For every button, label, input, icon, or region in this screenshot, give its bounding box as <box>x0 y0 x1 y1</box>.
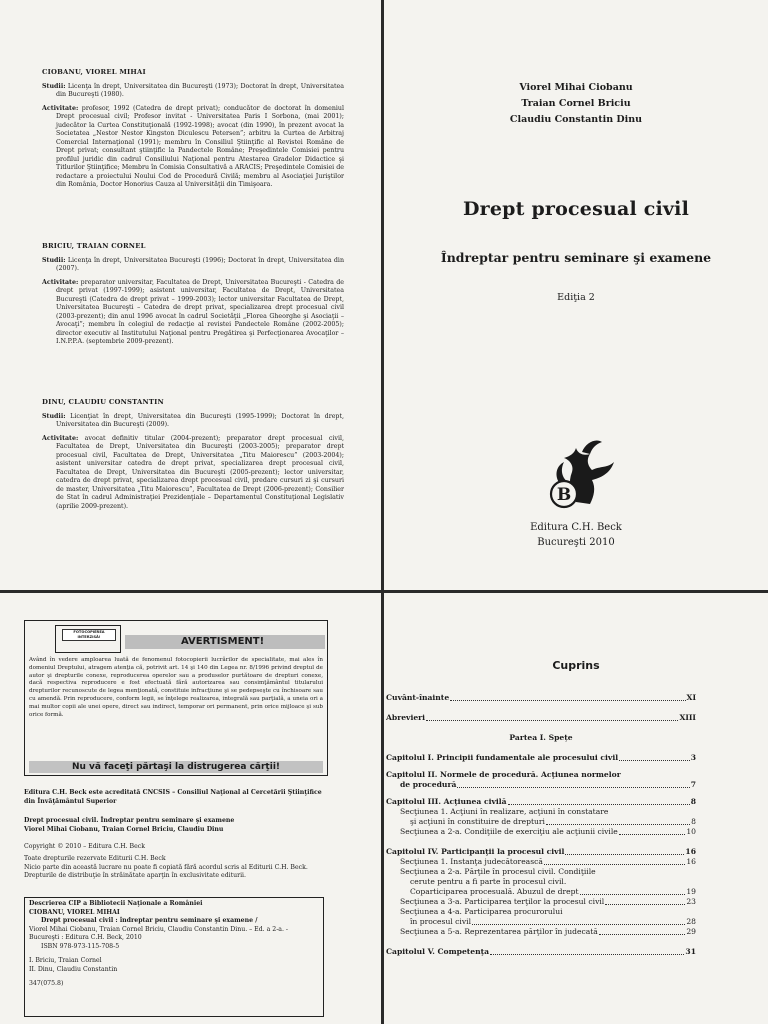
toc-entry[interactable]: Capitolul V. Competenţa 31 <box>386 947 696 956</box>
toc-entry[interactable]: Secţiunea a 2-a. Condiţiile de exerciţiu ale acţiunii civile 10 <box>400 827 696 836</box>
warning-footer: Nu vă faceţi părtaşi la distrugerea cărţii! <box>29 761 323 773</box>
cip-udc: 347(075.8) <box>29 980 64 987</box>
toc-entry[interactable]: Capitolul III. Acţiunea civilă 8 <box>386 797 696 806</box>
warning-box <box>24 620 328 776</box>
toc-entry[interactable]: Cuvânt-înainte XI <box>386 693 696 702</box>
cip-index-i: I. Briciu, Traian Cornel <box>29 957 102 964</box>
bio-name: CIOBANU, VIOREL MIHAI <box>42 68 146 76</box>
publisher-logo-icon <box>530 432 620 514</box>
bio-name: BRICIU, TRAIAN CORNEL <box>42 242 146 250</box>
warning-title: AVERTISMENT! <box>125 635 325 649</box>
toc-entry[interactable]: Secţiunea a 2-a. Părţile în procesul civil. Condiţiile cerute pentru a fi parte în procesul civil. Coparticiparea procesuală. Abuzul de drept 19 <box>400 867 696 896</box>
bio-activitate: Activitate: avocat definitiv titular (2004-prezent); preparator drept procesual civil, Facultatea de Drept, Universitatea din Bucureşti (2003-2005); preparator drept procesual civil, Facultatea de Drept, Universitatea „Titu Maiorescu” (2003-2004); asistent universitar catedra de drept privat, specializarea drept procesual civil, Facultatea de Drept, Universitatea din Bucureşti (2005-prezent); lector universitar, catedra de drept privat, specializarea drept procesual civil, predare cursuri zi şi cursuri de master, Universitatea „Titu Maiorescu”, Facultatea de Drept (2006-prezent); Consilier de Stat în cadrul Administraţiei Prezidenţiale – Departamentul Constituţional Legislativ (aprilie 2009-prezent). <box>42 434 344 510</box>
toc-entry[interactable]: Secţiunea a 4-a. Participarea procurorului în procesul civil 28 <box>400 907 696 926</box>
book-subtitle: Îndreptar pentru seminare şi examene <box>440 250 712 265</box>
bio-studii: Studii: Licenţiat în drept, Universitatea din Bucureşti (1995-1999); Doctorat în drept, Universitatea din Bucureşti (2009). <box>42 412 344 428</box>
book-edition: Ediţia 2 <box>557 292 595 303</box>
cip-isbn: ISBN 978-973-115-708-5 <box>41 942 120 950</box>
page-title <box>384 0 768 590</box>
accreditation: Editura C.H. Beck este acreditată CNCSIS – Consiliul Naţional al Cercetării Ştiinţifice din Învăţământul Superior <box>24 789 322 805</box>
page-copyright <box>0 593 381 1024</box>
publisher-city-year: Bucureşti 2010 <box>537 537 615 548</box>
toc-part-heading: Partea I. Spețe <box>509 733 573 742</box>
cip-author: CIOBANU, VIOREL MIHAI <box>29 908 120 916</box>
bio-ciobanu <box>42 68 344 195</box>
author-name: Traian Cornel Briciu <box>521 98 631 109</box>
book-title: Drept procesual civil <box>463 198 689 220</box>
toc-entry[interactable]: Secţiunea 1. Acţiuni în realizare, acţiuni în constatare şi acţiuni în constituire de drepturi 8 <box>400 807 696 826</box>
cip-line: Viorel Mihai Ciobanu, Traian Cornel Briciu, Claudiu Constantin Dinu. – Ed. a 2-a. - Bucureşti : Editura C.H. Beck, 2010 <box>29 925 288 941</box>
page-author-bios <box>0 0 381 590</box>
cip-book: Drept procesual civil : îndreptar pentru seminare şi examene / <box>41 917 258 924</box>
page-contents <box>384 593 768 1024</box>
toc-title: Cuprins <box>552 659 600 672</box>
logo-letter: B <box>556 485 572 505</box>
bio-briciu <box>42 242 344 352</box>
cip-title: Descrierea CIP a Bibliotecii Naţionale a României <box>29 900 203 907</box>
toc-entry[interactable]: Abrevieri XIII <box>386 713 696 722</box>
toc-entry[interactable]: Capitolul II. Normele de procedură. Acţiunea normelor de procedură 7 <box>386 770 696 789</box>
authors-block <box>384 80 768 128</box>
bio-activitate: Activitate: profesor, 1992 (Catedra de drept privat); conducător de doctorat în domeniul Drept procesual civil; Profesor invitat - Universitatea Paris I Sorbona, (mai 2001); judecător la Curtea Constituţională (1992-1998); avocat (din 1990), în prezent avocat la Societatea „Nestor Nestor Kingston Diculescu Petersen”; arbitru la Curtea de Arbitraj Comercial Internaţional (1991); membru în Consiliul Ştiinţific al Revistei Române de Drept privat; consultant ştiinţific la Pandectele Române; Preşedintele Comisiei pentru profilul juridic din cadrul Consiliului Naţional pentru Atestarea Gradelor Didactice şi Titlurilor Ştiinţifice; Membru în Comisia Consultativă a ARACIS; Preşedintele Comisiei de redactare a proiectului Noului Cod de Procedură Civilă; membru al Asociaţiei Juriştilor din România, Doctor Honorius Cauza al Universităţii din Timişoara. <box>42 104 344 188</box>
toc-entry[interactable]: Secţiunea a 3-a. Participarea terţilor la procesul civil 23 <box>400 897 696 906</box>
rights-block: Toate drepturile rezervate Editurii C.H. Beck Nicio parte din această lucrare nu poate fi copiată fără acordul scris al Editurii C.H. Beck. Drepturile de distribuţie în străinătate aparţin în exclusivitate editurii. <box>24 855 308 879</box>
author-name: Claudiu Constantin Dinu <box>509 114 643 125</box>
publisher-name: Editura C.H. Beck <box>530 522 622 533</box>
publisher-block <box>384 520 768 550</box>
author-name: Viorel Mihai Ciobanu <box>519 82 633 93</box>
bio-dinu <box>42 398 344 516</box>
copyright-line: Copyright © 2010 – Editura C.H. Beck <box>24 843 145 850</box>
bio-studii: Studii: Licenţa în drept, Universitatea Bucureşti (1996); Doctorat în drept, Universitatea din (2007). <box>42 256 344 272</box>
toc-entry[interactable]: Capitolul IV. Participanţii la procesul civil 16 <box>386 847 696 856</box>
toc-entry[interactable]: Secţiunea 1. Instanţa judecătorească 16 <box>400 857 696 866</box>
toc-entry[interactable]: Capitolul I. Principii fundamentale ale procesului civil 3 <box>386 753 696 762</box>
photocopy-stamp <box>55 625 121 653</box>
cip-box <box>24 897 324 1017</box>
book-credits: Drept procesual civil. Îndreptar pentru seminare şi examene Viorel Mihai Ciobanu, Traian Cornel Briciu, Claudiu Dinu <box>24 817 235 833</box>
toc-entry[interactable]: Secţiunea a 5-a. Reprezentarea părţilor în judecată 29 <box>400 927 696 936</box>
warning-text: Având în vedere amploarea luată de fenomenul fotocopierii lucrărilor de specialitate, mai ales în domeniul Dreptului, atragem atenţia că, potrivit art. 14 şi 140 din Legea nr. 8/1996 privind dreptul de autor şi drepturile conexe, reproducerea operelor sau a produselor purtătoare de drepturi conexe, dacă respectiva reproducere e fost efectuată fără autorizarea sau consimţământul titularului drepturilor recunoscute de legea menţionată, constituie infracţiune şi se pedepseşte cu închisoare sau cu amendă. Prin reproducere, conform legii, se înţelege realizarea, integrală sau parţială, a uneia ori a mai multor copii ale unei opere, direct sau indirect, temporar ori permanent, prin orice mijloace şi sub orice formă. <box>29 657 323 718</box>
bio-name: DINU, CLAUDIU CONSTANTIN <box>42 398 164 406</box>
stamp-label: FOTOCOPIEREA INTERZISĂ! <box>62 629 116 641</box>
bio-activitate: Activitate: preparator universitar, Facultatea de Drept, Universitatea Bucureşti - Catedra de drept privat (1997-1999); asistent universitar, Facultatea de Drept, Universitatea Bucureşti (Catedra de drept privat – 1999-2003); lector universitar Facultatea de Drept, Universitatea Bucureşti – Catedra de drept privat, specializarea drept procesual civil (2003-prezent); din anul 1996 avocat în cadrul Societăţii „Florea Gheorghe şi Asociaţii – Avocaţi”; membru în colegiul de redacţie al revistei Pandectele Române (2002-2005); director executiv al Institutului Naţional pentru Pregătirea şi Perfecţionarea Avocaţilor – I.N.P.P.A. (septembrie 2009-prezent). <box>42 278 344 345</box>
toc-list <box>386 693 696 957</box>
bio-studii: Studii: Licenţa în drept, Universitatea din Bucureşti (1973); Doctorat în drept, Universitatea din Bucureşti (1980). <box>42 82 344 98</box>
cip-index-ii: II. Dinu, Claudiu Constantin <box>29 965 118 973</box>
